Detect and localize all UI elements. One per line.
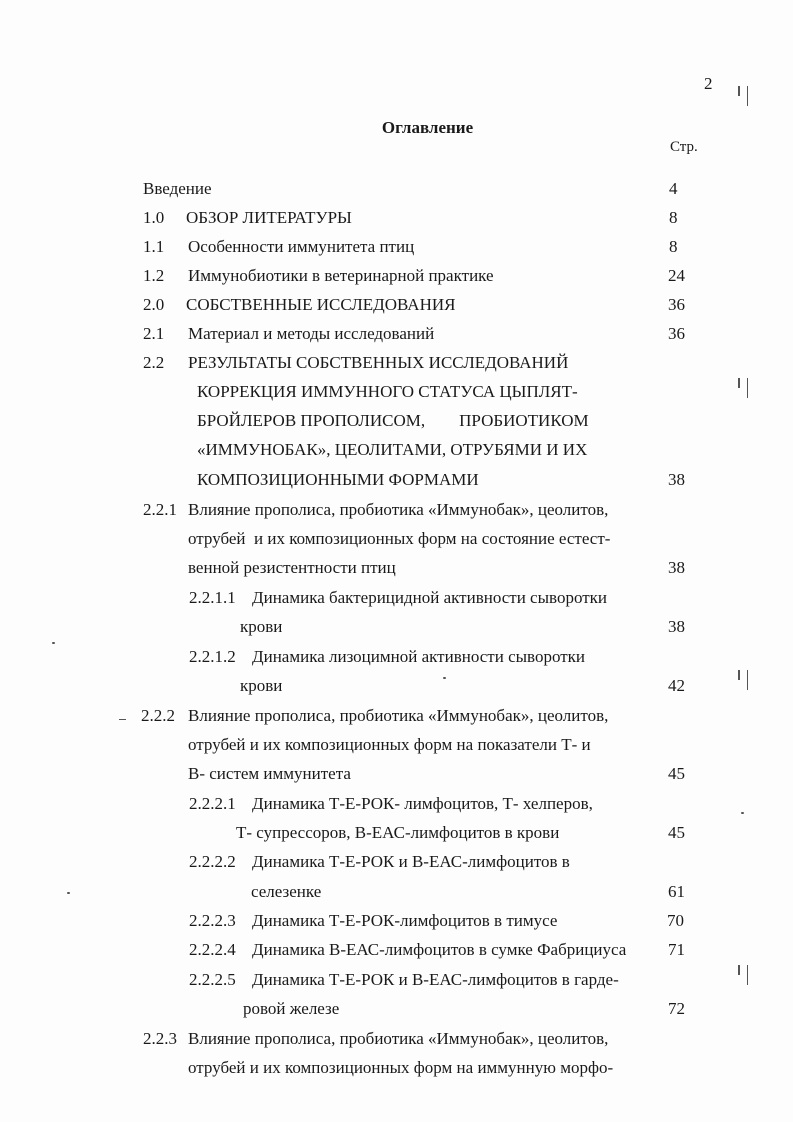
toc-entry-page: 4 [669,179,678,198]
toc-entry-text: селезенке [251,882,322,901]
toc-entry-text: Динамика Т-Е-РОК- лимфоцитов, Т- хелперов, [252,794,593,813]
toc-entry-number: 2.2.1 [143,500,177,519]
toc-entry-number: 1.2 [143,266,165,285]
toc-entry-text: Особенности иммунитета птиц [188,237,415,256]
toc-entry-text: Иммунобиотики в ветеринарной практике [188,266,494,285]
scan-dot [443,677,446,679]
scan-mark [738,670,740,680]
toc-entry-text: Динамика бактерицидной активности сыворотки [252,588,607,607]
toc-entry-number: 2.1 [143,324,165,343]
toc-entry-number: 2.2.3 [143,1029,177,1048]
toc-entry-text: отрубей и их композиционных форм на показатели Т- и [188,735,591,754]
toc-entry-text: Материал и методы исследований [188,324,435,343]
toc-entry-page: 8 [669,208,678,227]
scan-mark [119,719,126,720]
toc-entry-text: отрубей и их композиционных форм на состояние естест- [188,529,611,548]
toc-entry-text: крови [240,676,283,695]
scan-mark [747,378,748,398]
toc-entry-text: Влияние прополиса, пробиотика «Иммунобак», цеолитов, [188,500,609,519]
toc-entry-number: 1.0 [143,208,165,227]
toc-entry-page: 38 [668,470,685,489]
toc-entry-number: 2.0 [143,295,165,314]
toc-entry-page: 36 [668,295,685,314]
toc-entry-text: Динамика Т-Е-РОК и В-ЕАС-лимфоцитов в гарде- [252,970,619,989]
toc-entry-text: Динамика лизоцимной активности сыворотки [252,647,586,666]
scan-dot [52,642,55,644]
page-title: Оглавление [381,118,474,137]
scan-mark [738,378,740,388]
page-number: 2 [704,74,713,93]
toc-entry-text: БРОЙЛЕРОВ ПРОПОЛИСОМ, ПРОБИОТИКОМ [197,411,589,430]
toc-entry-page: 24 [668,266,685,285]
toc-entry-number: 1.1 [143,237,165,256]
scan-dot [67,892,70,894]
toc-entry-number: 2.2.2.2 [189,852,236,871]
toc-entry-number: 2.2.2.5 [189,970,236,989]
toc-entry-page: 61 [668,882,685,901]
toc-entry-text: Динамика Т-Е-РОК-лимфоцитов в тимусе [252,911,558,930]
toc-entry-text: В- систем иммунитета [188,764,351,783]
toc-entry-page: 42 [668,676,685,695]
toc-entry-text: ОБЗОР ЛИТЕРАТУРЫ [186,208,352,227]
toc-entry-page: 72 [668,999,685,1018]
scan-dot [741,812,744,814]
page-column-label: Стр. [670,139,698,155]
scan-mark [747,965,748,985]
toc-entry-text: Динамика В-ЕАС-лимфоцитов в сумке Фабрициуса [252,940,627,959]
toc-entry-text: Влияние прополиса, пробиотика «Иммунобак», цеолитов, [188,706,609,725]
toc-entry-number: 2.2.1.1 [189,588,236,607]
toc-entry-page: 36 [668,324,685,343]
toc-entry-page: 45 [668,764,685,783]
toc-entry-text: ровой железе [243,999,340,1018]
scan-mark [738,86,740,96]
toc-entry-text: КОМПОЗИЦИОННЫМИ ФОРМАМИ [197,470,479,489]
toc-entry-text: Влияние прополиса, пробиотика «Иммунобак», цеолитов, [188,1029,609,1048]
toc-entry-text: Введение [143,179,212,198]
toc-entry-text: «ИММУНОБАК», ЦЕОЛИТАМИ, ОТРУБЯМИ И ИХ [197,440,588,459]
scan-mark [747,670,748,690]
toc-entry-number: 2.2.2.4 [189,940,236,959]
toc-entry-text: КОРРЕКЦИЯ ИММУННОГО СТАТУСА ЦЫПЛЯТ- [197,382,578,401]
toc-entry-number: 2.2.1.2 [189,647,236,666]
toc-entry-page: 38 [668,617,685,636]
toc-entry-text: венной резистентности птиц [188,558,396,577]
toc-entry-text: отрубей и их композиционных форм на иммунную морфо- [188,1058,614,1077]
toc-entry-page: 45 [668,823,685,842]
toc-entry-text: РЕЗУЛЬТАТЫ СОБСТВЕННЫХ ИССЛЕДОВАНИЙ [188,353,569,372]
toc-entry-number: 2.2.2 [141,706,175,725]
toc-entry-page: 38 [668,558,685,577]
scan-mark [747,86,748,106]
toc-entry-number: 2.2.2.3 [189,911,236,930]
toc-entry-page: 71 [668,940,685,959]
toc-entry-number: 2.2 [143,353,165,372]
toc-entry-number: 2.2.2.1 [189,794,236,813]
toc-entry-text: крови [240,617,283,636]
toc-entry-page: 70 [667,911,684,930]
scan-mark [738,965,740,975]
toc-entry-text: Т- супрессоров, В-ЕАС-лимфоцитов в крови [236,823,560,842]
toc-entry-page: 8 [669,237,678,256]
toc-entry-text: Динамика Т-Е-РОК и В-ЕАС-лимфоцитов в [252,852,570,871]
toc-entry-text: СОБСТВЕННЫЕ ИССЛЕДОВАНИЯ [186,295,456,314]
